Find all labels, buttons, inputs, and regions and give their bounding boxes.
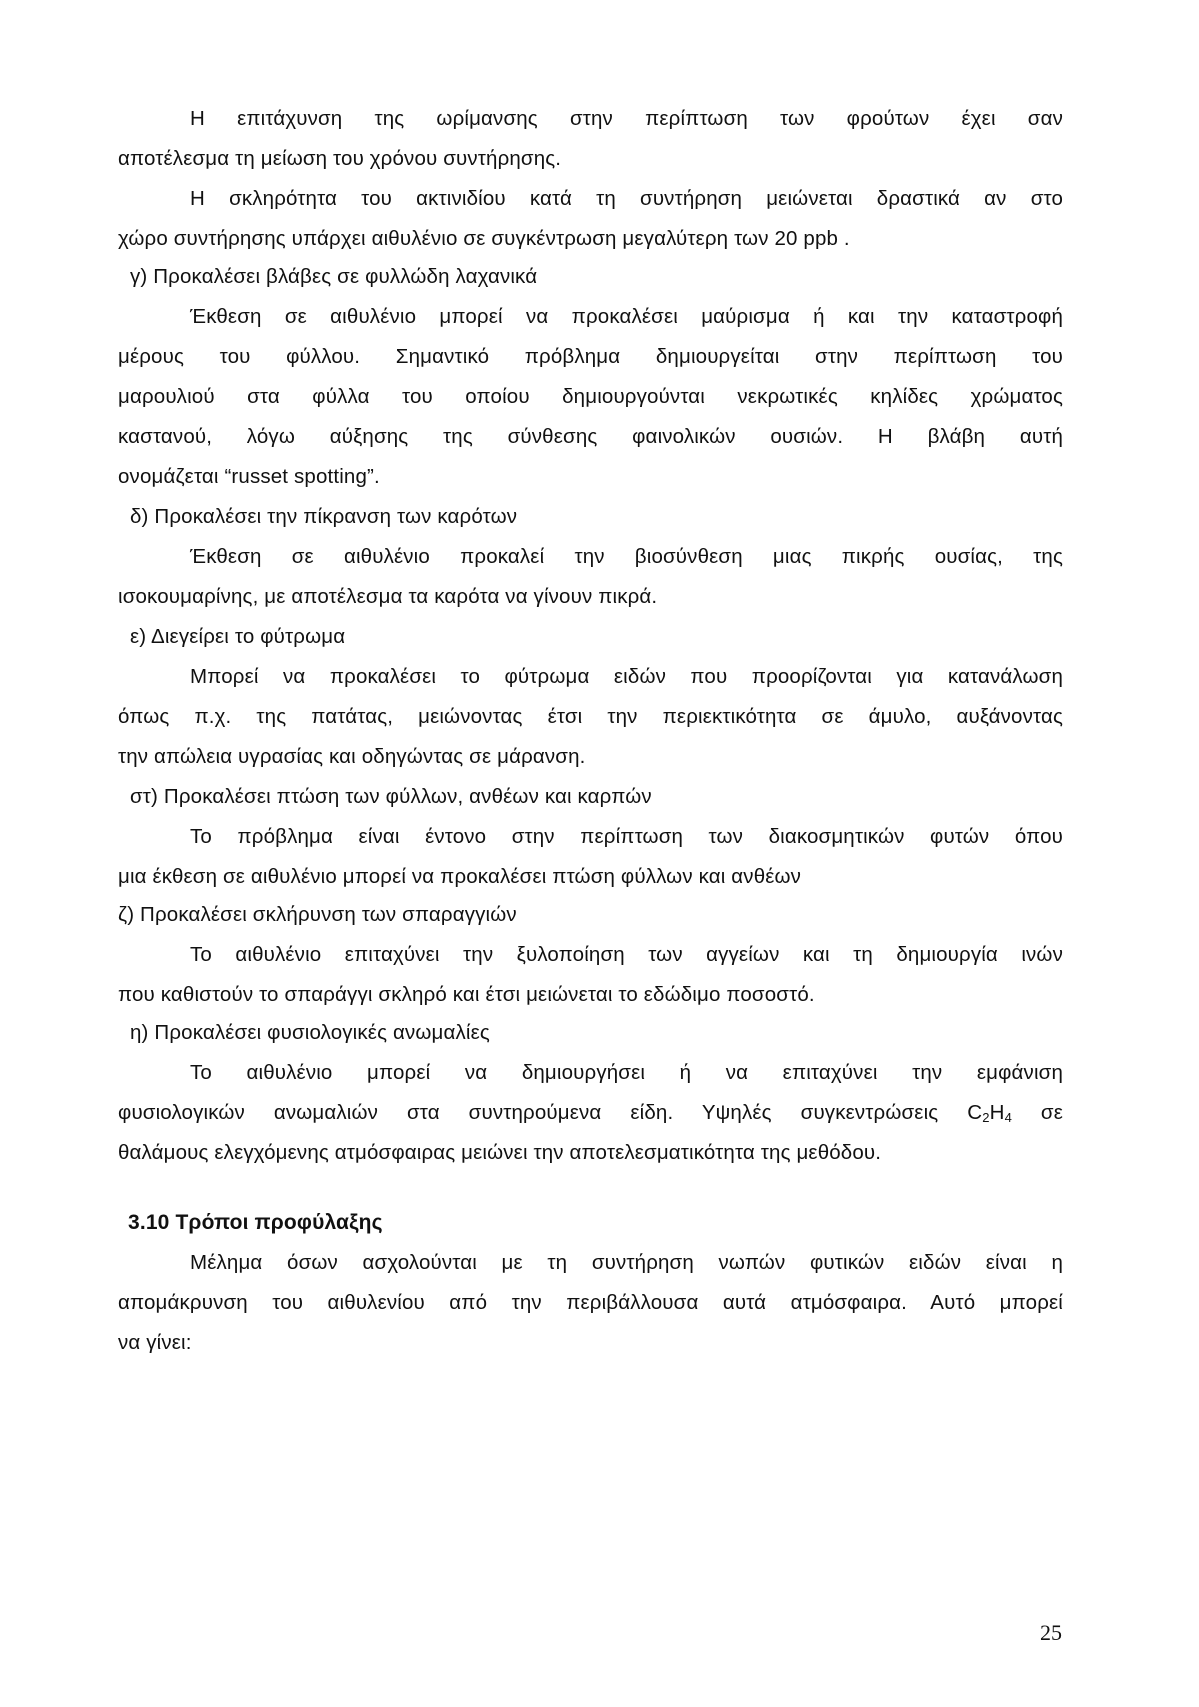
- subscript: 2: [982, 1110, 990, 1125]
- paragraph-line: απομάκρυνση του αιθυλενίου από την περιβάλλουσα αυτά ατμόσφαιρα. Αυτό μπορεί: [118, 1291, 1063, 1314]
- section-title: 3.10 Τρόποι προφύλαξης: [128, 1211, 383, 1234]
- paragraph-line: Μέλημα όσων ασχολούνται με τη συντήρηση νωπών φυτικών ειδών είναι η: [190, 1251, 1063, 1274]
- text-segment: φυσιολογικών ανωμαλιών στα συντηρούμενα είδη. Υψηλές συγκεντρώσεις C: [118, 1101, 983, 1124]
- paragraph-line: Το αιθυλένιο επιταχύνει την ξυλοποίηση των αγγείων και τη δημιουργία ινών: [190, 943, 1063, 966]
- list-heading-st: στ) Προκαλέσει πτώση των φύλλων, ανθέων και καρπών: [130, 785, 652, 808]
- paragraph-line: μια έκθεση σε αιθυλένιο μπορεί να προκαλέσει πτώση φύλλων και ανθέων: [118, 865, 802, 888]
- paragraph-line-with-formula: [118, 1098, 1063, 1128]
- subscript: 4: [1004, 1110, 1012, 1125]
- list-heading-e: ε) Διεγείρει το φύτρωμα: [130, 625, 346, 648]
- paragraph-line: αποτέλεσμα τη μείωση του χρόνου συντήρησης.: [118, 147, 562, 170]
- page-number: 25: [1040, 1620, 1062, 1645]
- paragraph-line: Μπορεί να προκαλέσει το φύτρωμα ειδών που προορίζονται για κατανάλωση: [190, 665, 1063, 688]
- paragraph-line: που καθιστούν το σπαράγγι σκληρό και έτσι μειώνεται το εδώδιμο ποσοστό.: [118, 983, 815, 1006]
- paragraph-line: Το αιθυλένιο μπορεί να δημιουργήσει ή να επιταχύνει την εμφάνιση: [190, 1061, 1063, 1084]
- list-heading-z: ζ) Προκαλέσει σκλήρυνση των σπαραγγιών: [118, 903, 517, 926]
- paragraph-line: καστανού, λόγω αύξησης της σύνθεσης φαινολικών ουσιών. Η βλάβη αυτή: [118, 425, 1063, 448]
- paragraph-line: χώρο συντήρησης υπάρχει αιθυλένιο σε συγκέντρωση μεγαλύτερη των 20 ppb .: [118, 227, 850, 250]
- paragraph-line: μέρους του φύλλου. Σημαντικό πρόβλημα δημιουργείται στην περίπτωση του: [118, 345, 1063, 368]
- paragraph-line: θαλάμους ελεγχόμενης ατμόσφαιρας μειώνει την αποτελεσματικότητα της μεθόδου.: [118, 1141, 882, 1164]
- paragraph-line: ονομάζεται “russet spotting”.: [118, 465, 380, 488]
- paragraph-line: Έκθεση σε αιθυλένιο προκαλεί την βιοσύνθεση μιας πικρής ουσίας, της: [190, 545, 1063, 568]
- list-heading-i: η) Προκαλέσει φυσιολογικές ανωμαλίες: [130, 1021, 490, 1044]
- paragraph-line: Έκθεση σε αιθυλένιο μπορεί να προκαλέσει μαύρισμα ή και την καταστροφή: [190, 305, 1063, 328]
- paragraph-line: Η επιτάχυνση της ωρίμανσης στην περίπτωση των φρούτων έχει σαν: [190, 107, 1063, 130]
- text-segment: σε: [1011, 1101, 1064, 1124]
- paragraph-line: όπως π.χ. της πατάτας, μειώνοντας έτσι την περιεκτικότητα σε άμυλο, αυξάνοντας: [118, 705, 1063, 728]
- paragraph-line: την απώλεια υγρασίας και οδηγώντας σε μάρανση.: [118, 745, 586, 768]
- paragraph-line: να γίνει:: [118, 1331, 192, 1354]
- paragraph-line: μαρουλιού στα φύλλα του οποίου δημιουργούνται νεκρωτικές κηλίδες χρώματος: [118, 385, 1063, 408]
- list-heading-d: δ) Προκαλέσει την πίκρανση των καρότων: [130, 505, 518, 528]
- paragraph-line: ισοκουμαρίνης, με αποτέλεσμα τα καρότα να γίνουν πικρά.: [118, 585, 658, 608]
- text-segment: H: [989, 1101, 1005, 1124]
- paragraph-line: Το πρόβλημα είναι έντονο στην περίπτωση των διακοσμητικών φυτών όπου: [190, 825, 1063, 848]
- list-heading-g: γ) Προκαλέσει βλάβες σε φυλλώδη λαχανικά: [130, 265, 538, 288]
- paragraph-line: Η σκληρότητα του ακτινιδίου κατά τη συντήρηση μειώνεται δραστικά αν στο: [190, 187, 1063, 210]
